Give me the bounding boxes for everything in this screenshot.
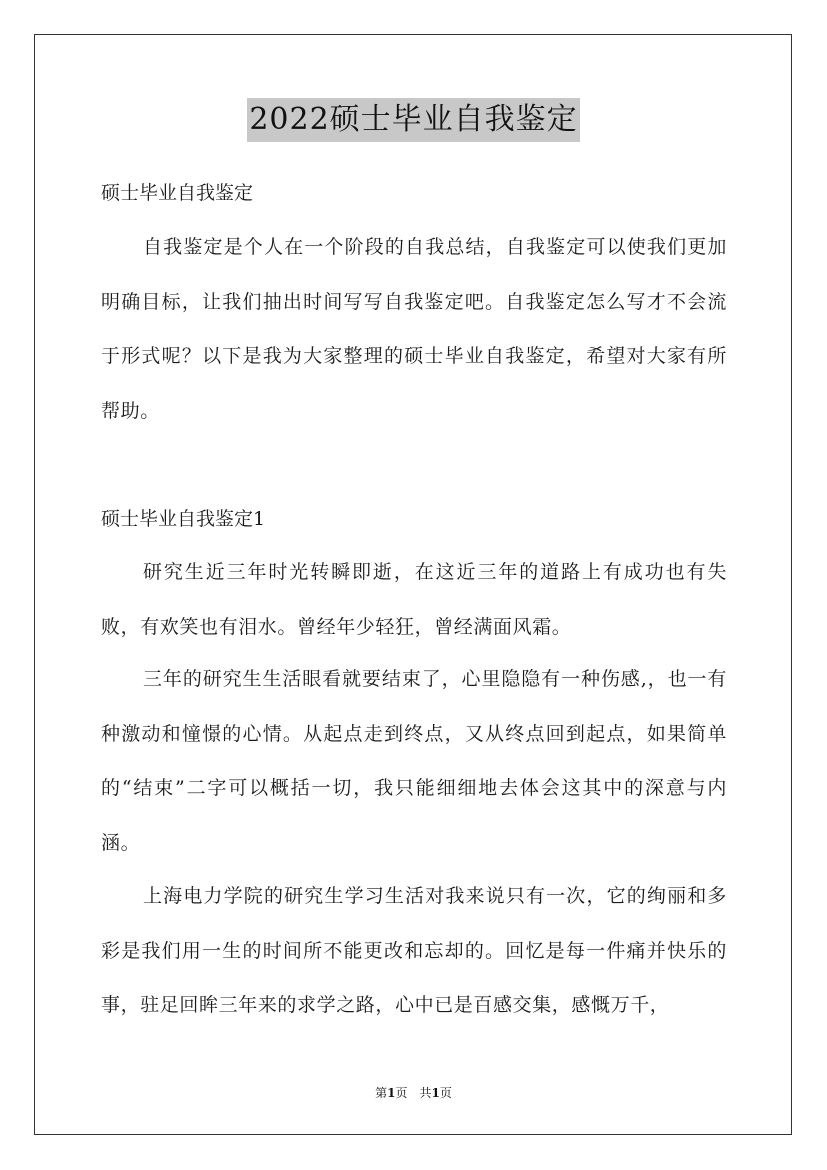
- footer-prefix: 第: [375, 1086, 388, 1100]
- footer-page-total: 1: [431, 1086, 440, 1100]
- body-paragraph-2: 三年的研究生生活眼看就要结束了，心里隐隐有一种伤感,，也一有种激动和憧憬的心情。从起点走到终点，又从终点回到起点，如果简单的“结束”二字可以概括一切，我只能细细地去体会这其中的深意与内涵。: [101, 668, 727, 854]
- body-paragraph-1: 研究生近三年时光转瞬即逝，在这近三年的道路上有成功也有失败，有欢笑也有泪水。曾经年少轻狂，曾经满面风霜。: [101, 561, 727, 638]
- footer-mid: 页 共: [395, 1086, 432, 1100]
- body-paragraph-3: 上海电力学院的研究生学习生活对我来说只有一次，它的绚丽和多彩是我们用一生的时间所不能更改和忘却的。回忆是每一件痛并快乐的事，驻足回眸三年来的求学之路，心中已是百感交集，感慨万千，: [101, 885, 727, 1016]
- document-subtitle: 硕士毕业自我鉴定: [101, 182, 254, 204]
- footer-page-current: 1: [387, 1086, 396, 1100]
- page-footer: [0, 1084, 827, 1101]
- intro-paragraph: 自我鉴定是个人在一个阶段的自我总结，自我鉴定可以使我们更加明确目标，让我们抽出时间写写自我鉴定吧。自我鉴定怎么写才不会流于形式呢？以下是我为大家整理的硕士毕业自我鉴定，希望对大家有所帮助。: [101, 236, 727, 422]
- footer-suffix: 页: [439, 1086, 452, 1100]
- title-container: [0, 98, 827, 142]
- section-heading: 硕士毕业自我鉴定1: [101, 508, 266, 530]
- document-title: 2022硕士毕业自我鉴定: [247, 98, 579, 142]
